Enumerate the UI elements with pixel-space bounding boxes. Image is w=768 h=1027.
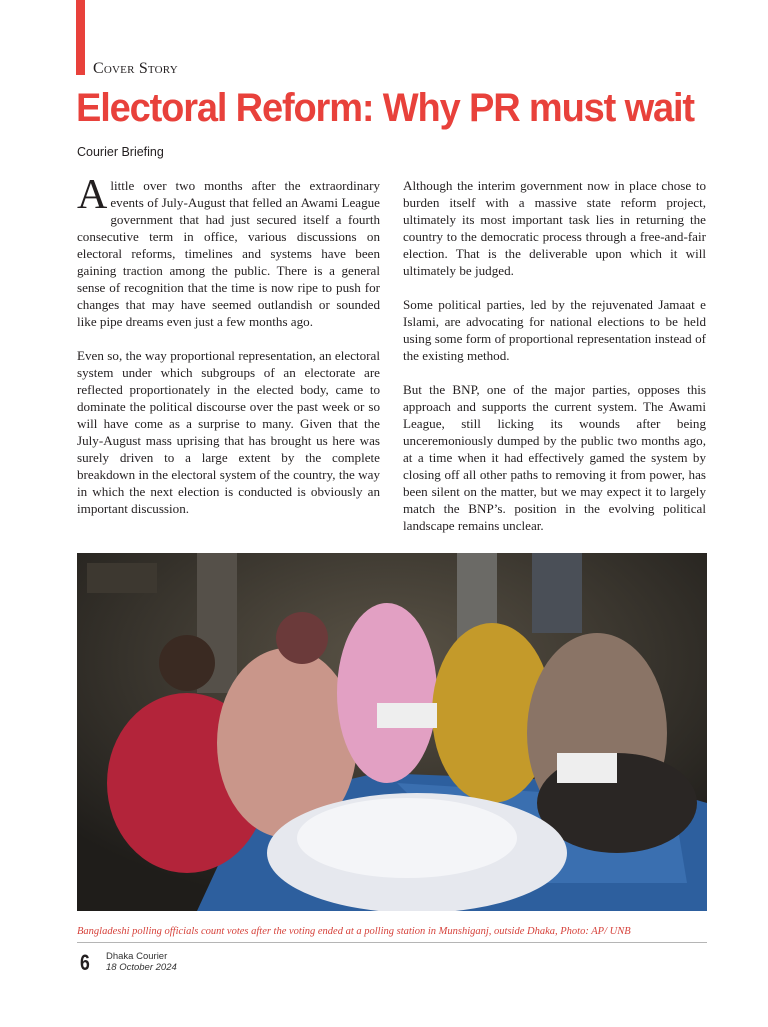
section-accent-bar — [76, 0, 85, 75]
publication-name: Dhaka Courier — [106, 951, 168, 962]
official-head — [276, 612, 328, 664]
ballots-in-hand — [377, 703, 437, 728]
paragraph: Some political parties, led by the rejuvenated Jamaat e Islami, are advocating for national elections to be held using some form of proportional representation instead of the existing method. — [403, 297, 706, 363]
paragraph: Although the interim government now in place chose to burden itself with a massive state reform project, ultimately its most important task lies in returning the country to the democratic process through a free-and-fair election. That is the deliverable upon which it will ultimately be judged. — [403, 178, 706, 278]
article-photo — [77, 553, 707, 911]
footer-divider — [77, 942, 707, 943]
ballot-pile-top — [297, 798, 517, 878]
byline: Courier Briefing — [77, 145, 164, 159]
official-pink-hijab — [337, 603, 437, 783]
publication-info — [106, 951, 177, 973]
section-label: Cover Story — [93, 60, 178, 77]
ballots-in-hand — [557, 753, 617, 783]
paragraph: But the BNP, one of the major parties, opposes this approach and supports the current system. The Awami League, still licking its wounds after being unceremoniously dumped by the public two months ago, at a time when it had effectively gamed the system by closing off all other paths to removing it from power, has been silent on the matter, but we may expect it to largely match the BNP’s. position in the evolving political landscape remains unclear. — [403, 382, 706, 533]
paragraph: Even so, the way proportional representation, an electoral system under which subgroups of an electorate are reflected proportionately in the elected body, came to dominate the political discourse over the past week or so will have come as a surprise to many. Given that the July-August mass uprising that has brought us here was surely driven to a large extent by the complete breakdown in the electoral system of the country, the way in which the next election is conducted is obviously an important discussion. — [77, 348, 380, 516]
photo-caption: Bangladeshi polling officials count votes after the voting ended at a polling station in Munshiganj, outside Dhaka, Photo: AP/ UNB — [77, 926, 631, 937]
paragraph — [77, 172, 380, 330]
drop-cap: A — [77, 172, 108, 218]
standing-legs — [532, 553, 582, 633]
official-head — [159, 635, 215, 691]
bench — [87, 563, 157, 593]
paragraph-text: little over two months after the extraordinary events of July-August that felled an Awami League government that had just secured itself a fourth consecutive term in office, various discussions on electoral reforms, timelines and systems have been gaining traction among the public. There is a general sense of recognition that the time is now ripe to push for changes that may have seemed outlandish or sounded like pipe dreams even just a few months ago. — [77, 178, 380, 329]
page-number: 6 — [80, 950, 90, 975]
article-column-right — [403, 177, 706, 551]
article-column-left — [77, 172, 380, 534]
photo-illustration — [77, 553, 707, 911]
article-headline: Electoral Reform: Why PR must wait — [76, 86, 694, 130]
publication-date: 18 October 2024 — [106, 962, 177, 973]
